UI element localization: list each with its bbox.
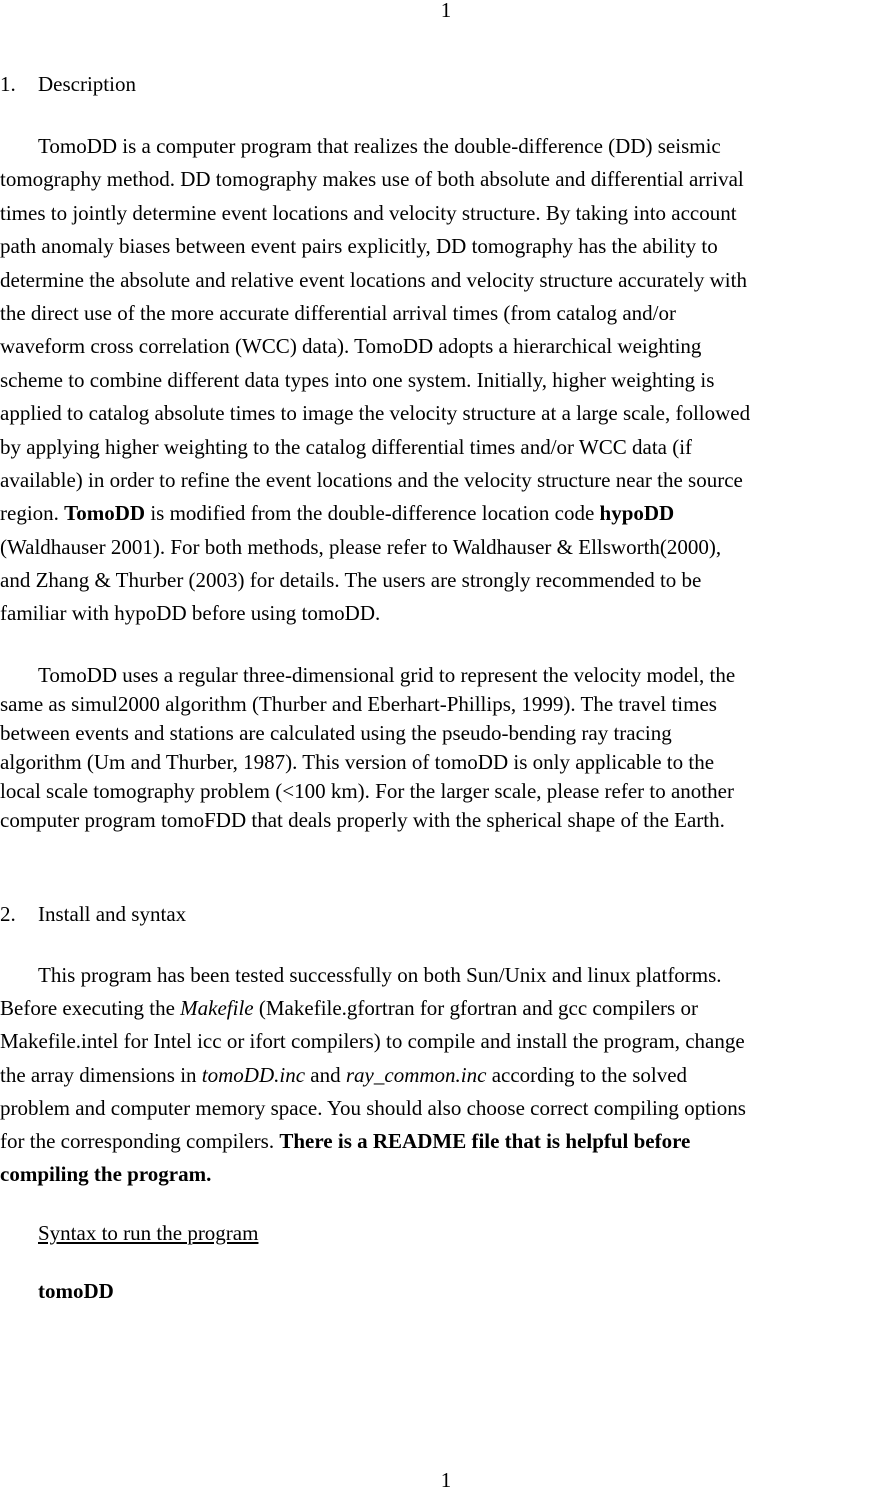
readme-note-bold: There is a README file that is helpful before xyxy=(279,1128,691,1153)
install-paragraph xyxy=(0,962,892,1194)
text-run: is modified from the double-difference location code xyxy=(145,501,600,526)
syntax-label: Syntax to run the program xyxy=(38,1221,259,1245)
section-heading-install xyxy=(0,902,186,926)
text-line: familiar with hypoDD before using tomoDD. xyxy=(0,601,381,626)
text-line: tomography method. DD tomography makes use of both absolute and differential arrival xyxy=(0,167,744,192)
section-number: 1. xyxy=(0,72,16,96)
section-number: 2. xyxy=(0,902,16,926)
run-command: tomoDD xyxy=(38,1279,114,1303)
text-line: between events and stations are calculated using the pseudo-bending ray tracing xyxy=(0,721,672,745)
text-line: and Zhang & Thurber (2003) for details. The users are strongly recommended to be xyxy=(0,568,702,593)
text-line: This program has been tested successfully on both Sun/Unix and linux platforms. xyxy=(38,963,722,987)
makefile-italic: Makefile xyxy=(180,996,254,1021)
text-line xyxy=(0,1161,892,1194)
text-line: applied to catalog absolute times to image the velocity structure at a large scale, followed xyxy=(0,401,751,426)
text-line: Makefile.intel for Intel icc or ifort compilers) to compile and install the program, change xyxy=(0,1029,745,1054)
text-line: computer program tomoFDD that deals properly with the spherical shape of the Earth. xyxy=(0,808,725,832)
text-run: Before executing the xyxy=(0,996,181,1021)
text-run: and xyxy=(305,1062,346,1087)
text-line: algorithm (Um and Thurber, 1987). This version of tomoDD is only applicable to the xyxy=(0,750,715,774)
hypodd-bold: hypoDD xyxy=(599,501,675,526)
text-line: same as simul2000 algorithm (Thurber and Eberhart-Phillips, 1999). The travel times xyxy=(0,692,717,716)
text-line xyxy=(0,995,892,1028)
tomodd-bold: TomoDD xyxy=(64,501,146,526)
text-line: problem and computer memory space. You should also choose correct compiling options xyxy=(0,1095,746,1120)
text-line xyxy=(0,1128,892,1161)
text-line: the direct use of the more accurate differential arrival times (from catalog and/or xyxy=(0,300,676,325)
page-number-bottom: 1 xyxy=(440,1468,452,1492)
readme-note-bold: compiling the program. xyxy=(0,1162,212,1187)
text-line: times to jointly determine event locations and velocity structure. By taking into account xyxy=(0,200,737,225)
text-line: waveform cross correlation (WCC) data). TomoDD adopts a hierarchical weighting xyxy=(0,334,702,359)
section-title: Description xyxy=(38,72,136,96)
text-line: determine the absolute and relative event locations and velocity structure accurately with xyxy=(0,267,747,292)
text-run: (Makefile.gfortran for gfortran and gcc compilers or xyxy=(253,996,698,1021)
text-line: available) in order to refine the event locations and the velocity structure near the source xyxy=(0,467,743,492)
section-title: Install and syntax xyxy=(38,902,187,926)
text-run: region. xyxy=(0,501,65,526)
text-line: (Waldhauser 2001). For both methods, please refer to Waldhauser & Ellsworth(2000), xyxy=(0,534,722,559)
text-line: by applying higher weighting to the catalog differential times and/or WCC data (if xyxy=(0,434,693,459)
text-line xyxy=(0,1062,892,1095)
description-paragraph-2 xyxy=(0,663,892,837)
text-line: scheme to combine different data types into one system. Initially, higher weighting is xyxy=(0,367,715,392)
page-number-top: 1 xyxy=(440,0,452,22)
text-run: the array dimensions in xyxy=(0,1062,202,1087)
section-heading-description xyxy=(0,72,136,96)
ray-common-inc-italic: ray_common.inc xyxy=(345,1062,487,1087)
text-line: TomoDD uses a regular three-dimensional grid to represent the velocity model, the xyxy=(38,663,736,687)
text-run: for the corresponding compilers. xyxy=(0,1128,280,1153)
tomodd-inc-italic: tomoDD.inc xyxy=(201,1062,306,1087)
text-line xyxy=(0,500,892,533)
text-line: path anomaly biases between event pairs explicitly, DD tomography has the ability to xyxy=(0,234,718,259)
text-line: TomoDD is a computer program that realizes the double-difference (DD) seismic xyxy=(38,134,721,158)
text-run: according to the solved xyxy=(486,1062,688,1087)
text-line: local scale tomography problem (<100 km). For the larger scale, please refer to another xyxy=(0,779,734,803)
description-paragraph-1 xyxy=(0,133,892,634)
